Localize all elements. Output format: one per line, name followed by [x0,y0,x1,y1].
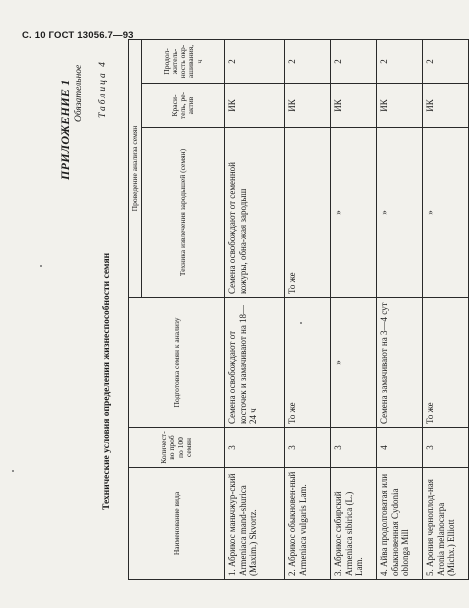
cell-species-name: 3. Абрикос сибирский Armeniaca sibirica (L.) Lam. [331,468,377,580]
header-species-name: Наименование вида [129,468,225,580]
cell-dye-reagent: ИК [225,84,285,128]
cell-species-name: 5. Арония черноплод-ная Aronia melanocarpa (Michx.) Elliott [423,468,469,580]
cell-seed-preparation: То же [423,298,469,428]
cell-species-name: 1. Абрикос маньчжур-ский Armeniaca mand-shurica (Maxim.) Skvortz. [225,468,285,580]
cell-dye-reagent: ИК [423,84,469,128]
cell-staining-duration: 2 [225,39,285,83]
cell-dye-reagent: ИК [285,84,331,128]
cell-staining-duration: 2 [423,39,469,83]
cell-sample-count: 4 [377,428,423,468]
cell-dye-reagent: ИК [377,84,423,128]
cell-staining-duration: 2 [285,39,331,83]
cell-embryo-extraction: » [377,128,423,298]
cell-embryo-extraction: » [423,128,469,298]
cell-sample-count: 3 [285,428,331,468]
appendix-title: ПРИЛОЖЕНИЕ 1 [58,79,72,180]
cell-sample-count: 3 [423,428,469,468]
speck-mark [12,470,14,472]
table-number: Таблица 4 [98,60,108,118]
speck-mark [40,265,42,267]
cell-species-name: 4. Айва продолговатая или обыкновенная Cydonia oblonga Mill [377,468,423,580]
header-embryo-extraction: Техника извлечения зародышей (семян) [142,128,225,298]
table-title: Технические условия определения жизнеспособности семян [102,252,112,510]
header-staining-duration: Продол-житель-ность окр-ашивания, ч [142,39,225,83]
cell-seed-preparation: То же [285,298,331,428]
table-row [331,39,377,579]
header-analysis-group: Проведение анализа семян [129,39,142,297]
cell-embryo-extraction: Семена освобождают от семенной кожуры, обна-жая зародыш [225,128,285,298]
rotated-page-content [44,40,456,580]
cell-embryo-extraction: » [331,128,377,298]
page-header: С. 10 ГОСТ 13056.7—93 [22,30,134,41]
table-row [225,39,285,579]
cell-dye-reagent: ИК [331,84,377,128]
cell-staining-duration: 2 [377,39,423,83]
cell-sample-count: 3 [225,428,285,468]
table-row [285,39,331,579]
cell-embryo-extraction: То же [285,128,331,298]
cell-species-name: 2. Абрикос обыкновен-ный Armeniaca vulgaris Lam. [285,468,331,580]
cell-seed-preparation: Семена замачивают на 3—4 сут [377,298,423,428]
table-row [423,39,469,579]
cell-seed-preparation: Семена освобождают от косточек и замачивают на 18—24 ч [225,298,285,428]
appendix-subtitle: Обязательное [74,64,84,122]
table-row [377,39,423,579]
cell-seed-preparation: » [331,298,377,428]
seed-viability-table [128,39,469,580]
header-sample-count: Количест-во проб по 100 семян [129,428,225,468]
cell-sample-count: 3 [331,428,377,468]
header-seed-preparation: Подготовка семян к анализу [129,298,225,428]
cell-staining-duration: 2 [331,39,377,83]
header-dye-reagent: Краси-тель, ре-актив [142,84,225,128]
